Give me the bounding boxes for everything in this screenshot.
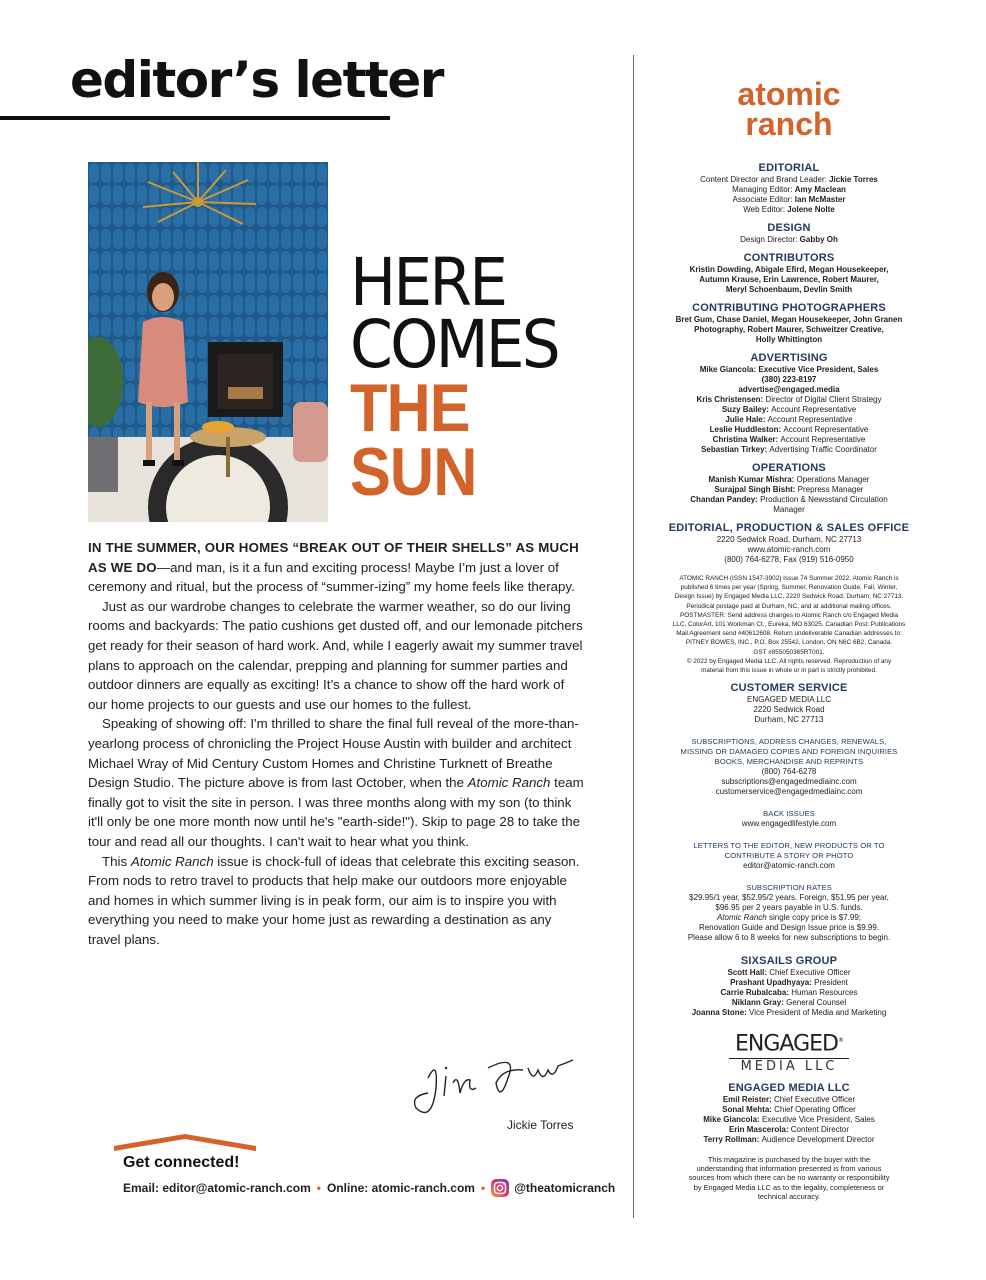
legal-notice: ATOMIC RANCH (ISSN 1547-3902) Issue 74 Summer 2022. Atomic Ranch is published 6 times per year (Spring, Summer, Renovation Guide, Fall, Winter, Design Issue) by Engaged Media LLC, 2220 Sedwick Road, Durham, NC 27713. Periodical postage paid at Durham, NC, and at additional mailing offices. POSTMASTER: Send address changes to Atomic Ranch c/o Engaged Media LLC, ColorArt, 101 Workman Ct., Eureka, MO 63025. Canadian Post: Publications Mail Agreement send #40612608. Return undeliverable Canadian addresses to: PITNEY BOWES, INC., P.O. Box 25542, London, ON N6C 6B2, Canada. GST #855050365RT001. © 2022 by Engaged Media LLC. All rights reserved. Reproduction of any material from this issue in whole or in part is strictly prohibited. xyxy=(672,575,906,675)
contributors-line: Meryl Schoenbaum, Devlin Smith xyxy=(725,285,853,294)
bullet-separator: • xyxy=(480,1181,486,1195)
bullet-separator: • xyxy=(316,1181,321,1195)
operations-line: Surajpal Singh Bisht: Prepress Manager xyxy=(714,485,864,494)
back-issues-link[interactable]: www.engagedlifestyle.com xyxy=(741,819,837,829)
sixsails-line: Carrie Rubalcaba: Human Resources xyxy=(720,988,858,998)
letters-email[interactable]: editor@atomic-ranch.com xyxy=(743,861,835,871)
customer-service-email[interactable]: customerservice@engagedmediainc.com xyxy=(715,787,863,797)
paragraph-4 xyxy=(88,852,584,950)
editorial-line: Associate Editor: Ian McMaster xyxy=(732,195,846,204)
instagram-handle[interactable]: @theatomicranch xyxy=(514,1181,616,1195)
subscriptions-email[interactable]: subscriptions@engagedmediainc.com xyxy=(721,777,857,787)
letter-body xyxy=(88,538,584,949)
engaged-media-logo: ENGAGED® MEDIA LLC xyxy=(729,1030,849,1074)
advertising-line: Suzy Bailey: Account Representative xyxy=(721,405,857,414)
operations-heading: OPERATIONS xyxy=(752,462,826,474)
back-issues-heading: BACK ISSUES xyxy=(763,809,815,819)
paragraph-4-text-a: This xyxy=(102,853,131,869)
roof-icon xyxy=(114,1132,256,1154)
paragraph-2: Just as our wardrobe changes to celebrate the warmer weather, so do our living rooms and backyards: The patio cushions get dusted off, and our lemonade pitchers get ready for their season of hard work. And, while I eagerly await my summer travel plans to approach on the calendar, prepping and planning for summer parties and outdoor dinners are equally as exciting! It’s a chance to show off the hard work of our home projects to our guests and use our homes to the fullest. xyxy=(88,598,583,712)
photographers-line: Holly Whittington xyxy=(755,335,823,344)
instagram-icon[interactable] xyxy=(491,1179,509,1197)
office-heading: EDITORIAL, PRODUCTION & SALES OFFICE xyxy=(668,522,910,534)
customer-service-line: ENGAGED MEDIA LLC xyxy=(746,695,832,705)
sixsails-line: Prashant Upadhyaya: President xyxy=(730,978,848,988)
advertising-heading: ADVERTISING xyxy=(750,352,828,364)
lead-in: IN THE SUMMER, OUR HOMES “BREAK OUT OF THEIR SHELLS” AS MUCH AS WE DO xyxy=(88,540,579,575)
signature-name: Jickie Torres xyxy=(507,1118,574,1132)
operations-line: Chandan Pandey: Production & Newsstand Circulation xyxy=(690,495,888,504)
get-connected-title: Get connected! xyxy=(123,1154,240,1171)
disclaimer: This magazine is purchased by the buyer with the understanding that information presented is from various sources from which there can be no warranty or responsibility by Engaged Media LLC as to the legality, completeness or technical accuracy. xyxy=(688,1154,890,1202)
engaged-line: Terry Rollman: Audience Development Director xyxy=(703,1134,875,1144)
page-title: editor’s letter xyxy=(70,51,443,109)
paragraph-1-text: —and man, is it a fun and exciting process! Maybe I’m just a lover of ceremony and ritual, but the process of “summer-izing” my home feels like therapy. xyxy=(88,559,575,595)
photographers-line: Bret Gum, Chase Daniel, Megan Housekeeper, John Granen xyxy=(675,315,903,324)
subscriptions-heading: SUBSCRIPTIONS, ADDRESS CHANGES, RENEWALS, MISSING OR DAMAGED COPIES AND FOREIGN INQUIRIES BOOKS, MERCHANDISE AND REPRINTS xyxy=(680,737,898,767)
engaged-line: Erin Mascerola: Content Director xyxy=(728,1124,850,1134)
rates-line: $96.95 per 2 years payable in U.S. funds. xyxy=(715,903,863,913)
engaged-line: Sonal Mehta: Chief Operating Officer xyxy=(722,1104,856,1114)
headline-line-1: HERE xyxy=(350,244,506,321)
photographers-line: Photography, Robert Maurer, Schweitzer Creative, xyxy=(694,325,884,334)
subscriptions-phone: (800) 764-6278 xyxy=(761,767,817,777)
title-underline xyxy=(0,116,390,120)
advertising-phone: (380) 223-8197 xyxy=(761,375,817,384)
contact-website[interactable]: Online: atomic-ranch.com xyxy=(326,1181,475,1195)
office-phone: (800) 764-6278, Fax (919) 516-0950 xyxy=(724,555,854,564)
engaged-line: Mike Giancola: Executive Vice President, Sales xyxy=(703,1114,875,1124)
operations-line: Manish Kumar Mishra: Operations Manager xyxy=(708,475,870,484)
advertising-line: Kris Christensen: Director of Digital Client Strategy xyxy=(696,395,882,404)
sixsails-line: Scott Hall: Chief Executive Officer xyxy=(727,968,851,978)
editorial-line: Web Editor: Jolene Nolte xyxy=(743,205,835,214)
editorial-line: Content Director and Brand Leader: Jickie Torres xyxy=(700,175,878,184)
handwritten-signature xyxy=(408,1048,588,1123)
contributors-line: Kristin Dowding, Abigale Efird, Megan Housekeeper, xyxy=(689,265,889,274)
masthead xyxy=(650,78,928,1202)
advertising-line: Sebastian Tirkey: Advertising Traffic Coordinator xyxy=(701,445,877,454)
headline-line-3: THE xyxy=(350,370,470,446)
logo-line-1: atomic xyxy=(737,78,841,112)
headline xyxy=(350,244,574,510)
advertising-line: Mike Giancola: Executive Vice President, Sales xyxy=(699,365,879,374)
rates-line: Please allow 6 to 8 weeks for new subscriptions to begin. xyxy=(687,933,891,943)
operations-line: Manager xyxy=(773,505,805,514)
contributors-heading: CONTRIBUTORS xyxy=(743,252,835,264)
paragraph-3-text-b: team finally got to visit the site in person. I was three months along with my son (to think it'll only be one more month now until he's "earth-side!"). Skip to page 28 to take the tour and read all our thoughts. I can't wait to hear what you think. xyxy=(88,775,584,849)
rates-heading: SUBSCRIPTION RATES xyxy=(746,883,832,893)
sixsails-line: Niklann Gray: General Counsel xyxy=(731,998,847,1008)
advertising-line: Christina Walker: Account Representative xyxy=(712,435,866,444)
design-line: Design Director: Gabby Oh xyxy=(740,235,838,244)
contact-email[interactable]: Email: editor@atomic-ranch.com xyxy=(123,1181,311,1195)
atomic-ranch-logo xyxy=(724,78,854,140)
logo-line-2: ranch xyxy=(745,106,833,140)
magazine-name: Atomic Ranch xyxy=(130,853,214,869)
customer-service-heading: CUSTOMER SERVICE xyxy=(730,682,848,695)
headline-line-4: SUN xyxy=(350,434,477,510)
rates-line: Renovation Guide and Design Issue price is $9.99. xyxy=(698,923,880,933)
rates-line: $29.95/1 year, $52.95/2 years. Foreign, $51.95 per year, xyxy=(689,893,889,903)
customer-service-line: Durham, NC 27713 xyxy=(754,715,824,725)
engaged-line: Emil Reister: Chief Executive Officer xyxy=(722,1094,856,1104)
sixsails-line: Joanna Stone: Vice President of Media and Marketing xyxy=(691,1008,887,1018)
editor-photo xyxy=(88,162,328,522)
advertising-email[interactable]: advertise@engaged.media xyxy=(738,385,840,394)
paragraph-3-text-a: Speaking of showing off: I'm thrilled to share the final full reveal of the more-than-yearlong process of chronicling the Project House Austin with builder and architect Michael Wray of Mid Century Custom Homes and Christine Turknett of Breathe Design Studio. The picture above is from last October, when the xyxy=(88,716,579,791)
letters-heading: LETTERS TO THE EDITOR, NEW PRODUCTS OR TO CONTRIBUTE A STORY OR PHOTO xyxy=(693,841,885,861)
paragraph-3 xyxy=(88,714,584,851)
office-address: 2220 Sedwick Road, Durham, NC 27713 xyxy=(716,535,862,544)
paragraph-4-text-b: issue is chock-full of ideas that celebrate this exciting season. From nods to retro travel to products that help make our outdoors more enjoyable and homes in which summer living is in peak form, our aim is to inspire you with everything you need to make your home just as rewarding a destination as any travel plans. xyxy=(88,853,580,947)
advertising-line: Julie Hale: Account Representative xyxy=(725,415,853,424)
office-website[interactable]: www.atomic-ranch.com xyxy=(747,545,831,554)
rates-line: Atomic Ranch single copy price is $7.99; xyxy=(716,913,862,923)
column-divider xyxy=(633,55,634,1218)
editor-photo-illustration xyxy=(88,162,328,522)
paragraph-1 xyxy=(88,538,584,597)
engaged-heading: ENGAGED MEDIA LLC xyxy=(728,1081,850,1094)
headline-line-2: COMES xyxy=(350,306,558,383)
contact-line xyxy=(123,1179,615,1197)
photographers-heading: CONTRIBUTING PHOTOGRAPHERS xyxy=(692,302,886,314)
advertising-line: Leslie Huddleston: Account Representative xyxy=(709,425,869,434)
contributors-line: Autumn Krause, Erin Lawrence, Robert Maurer, xyxy=(699,275,879,284)
sixsails-heading: SIXSAILS GROUP xyxy=(740,955,838,968)
magazine-name: Atomic Ranch xyxy=(467,775,551,791)
editorial-line: Managing Editor: Amy Maclean xyxy=(732,185,846,194)
editorial-heading: EDITORIAL xyxy=(758,162,820,174)
customer-service-line: 2220 Sedwick Road xyxy=(753,705,825,715)
design-heading: DESIGN xyxy=(767,222,811,234)
